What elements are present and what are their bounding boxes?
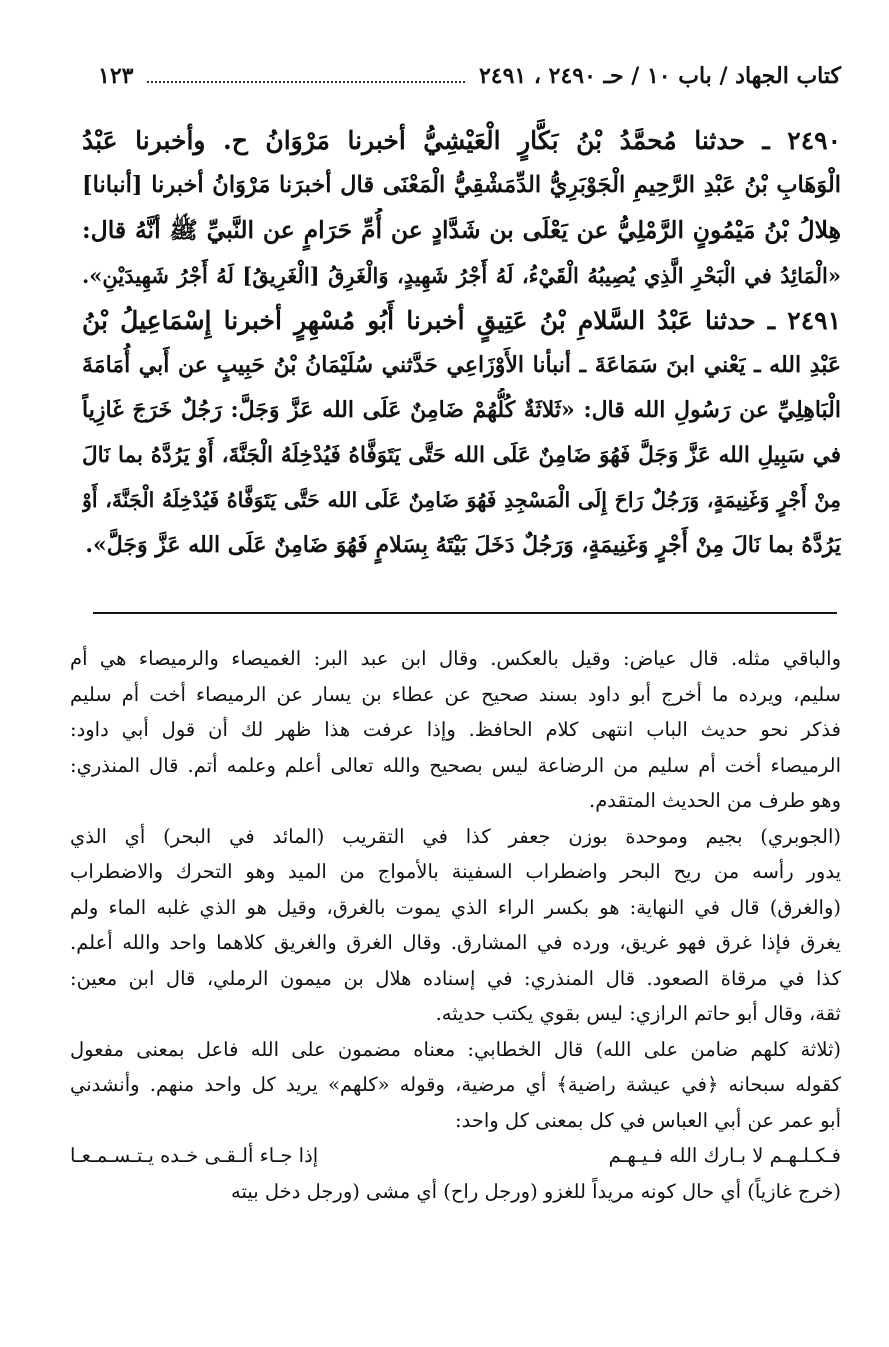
commentary-line: يدور رأسه من ريح البحر واضطراب السفينة بالأمواج من الميد وهو التحرك والاضطراب	[70, 860, 841, 883]
hadith-line: الْبَاهِلِيِّ عن رَسُولِ الله قال: «ثَلاثَةٌ كُلُّهُمْ ضَامِنٌ عَلَى الله عَزَّ وَجَلَّ: رَجُلٌ خَرَجَ غَازِياً	[82, 397, 841, 423]
commentary-line: ثقة، وقال أبو حاتم الرازي: ليس بقوي يكتب حديثه.	[435, 1002, 841, 1025]
commentary-line: (ثلاثة كلهم ضامن على الله) قال الخطابي: معناه مضمون على الله فاعل بمعنى مفعول	[70, 1037, 841, 1061]
hadith-line: يَرُدَّهُ بما نَالَ مِنْ أَجْرٍ وَغَنِيمَةٍ، وَرَجُلٌ دَخَلَ بَيْتَهُ بِسَلامٍ فَهُوَ ضَامِنٌ عَلَى الله عَزَّ وَجَلَّ».	[85, 532, 841, 558]
verse-first-hemistich: فـكـلـهـم لا بـارك الله فـيـهـم	[608, 1144, 841, 1167]
commentary-line: (والغرق) قال في النهاية: هو بكسر الراء الذي يموت بالغرق، وقيل هو الذي غلبه الماء ولم	[70, 895, 841, 919]
commentary-line: أبو عمر عن أبي العباس في كل بمعنى كل واحد:	[455, 1108, 841, 1132]
commentary-line: يغرق فإذا غرق فهو غريق، ورده في المشارق. وقال الغرق والغريق كلاهما واحد والله أعلم.	[70, 931, 841, 954]
running-title: كتاب الجهاد / باب ١٠ / حـ ٢٤٩٠ ، ٢٤٩١	[478, 63, 841, 89]
hadith-line: هِلالُ بْنُ مَيْمُونٍ الرَّمْلِيُّ عن يَعْلَى بن شَدَّادٍ عن أُمِّ حَرَامٍ عن النَّبيِّ ﷺ أنَّهُ قال:	[82, 216, 841, 244]
page-number: ١٢٣	[98, 63, 134, 89]
commentary-line: فذكر نحو حديث الباب انتهى كلام الحافظ. وإذا عرفت هذا ظهر لك أن قول أبي داود:	[70, 718, 841, 741]
commentary-line: (الجوبري) بجيم وموحدة بوزن جعفر كذا في التقريب (المائد في البحر) أي الذي	[70, 824, 841, 848]
hadith-text-block	[82, 118, 841, 568]
hadith-line: في سَبِيلِ الله عَزَّ وَجَلَّ فَهُوَ ضَامِنٌ عَلَى الله حَتَّى يَتَوَفَّاهُ فَيُدْخِلَهُ الْجَنَّةَ، أَوْ يَرُدَّهُ بما نَالَ	[82, 443, 841, 468]
poetry-verse	[70, 1138, 841, 1174]
commentary-block	[70, 641, 841, 1209]
page-header	[98, 54, 841, 98]
commentary-line: كقوله سبحانه ﴿في عيشة راضية﴾ أي مرضية، وقوله «كلهم» يريد كل واحد منهم. وأنشدني	[70, 1073, 841, 1096]
hadith-line: مِنْ أَجْرٍ وَغَنِيمَةٍ، وَرَجُلٌ رَاحَ إِلَى الْمَسْجِدِ فَهُوَ ضَامِنٌ عَلَى الله حَتَّى يَتَوَفَّاهُ فَيُدْخِلَهُ الْجَنَّةَ، أَوْ	[82, 488, 841, 512]
commentary-line: والباقي مثله. قال عياض: وقيل بالعكس. وقال ابن عبد البر: الغميصاء والرميصاء هي أم	[70, 647, 841, 670]
section-divider	[93, 612, 837, 614]
hadith-line: عَبْدِ الله ـ يَعْني ابنَ سَمَاعَةَ ـ أنبأنا الأَوْزَاعِي حَدَّثني سُلَيْمَانُ بْنُ حَبِيبٍ عن أَبي أُمَامَةَ	[82, 352, 841, 378]
hadith-line: ٢٤٩١ ـ حدثنا عَبْدُ السَّلامِ بْنُ عَتِيقٍ أخبرنا أَبُو مُسْهِرٍ أخبرنا إِسْمَاعِيلُ بْنُ	[82, 306, 841, 335]
header-dotted-leader	[147, 81, 464, 83]
hadith-line: الْوَهَابِ بْنُ عَبْدِ الرَّحِيمِ الْجَوْبَرِيُّ الدِّمَشْقِيُّ الْمَعْنَى قال أخبرَنا مَرْوَانُ أخبرنا [أنبانا]	[82, 172, 841, 198]
commentary-line: الرميصاء أخت أم سليم من الرضاعة ليس بصحيح والله تعالى أعلم وعلمه أتم. قال المنذري:	[70, 753, 841, 777]
commentary-line: سليم، ويرده ما أخرج أبو داود بسند صحيح عن عطاء بن يسار عن الرميصاء أخت أم سليم	[70, 682, 841, 706]
hadith-line: «الْمَائِدُ في الْبَحْرِ الَّذِي يُصِيبُهُ الْقَيْءُ، لَهُ أَجْرُ شَهِيدٍ، وَالْغَرِقُ [الْغَرِيقُ] لَهُ أَجْرُ شَهِيدَيْنِ».	[82, 263, 841, 288]
commentary-line: وهو طرف من الحديث المتقدم.	[589, 789, 841, 812]
commentary-final-line: (خرج غازياً) أي حال كونه مريداً للغزو (ورجل راح) أي مشى (ورجل دخل بيته	[231, 1179, 841, 1203]
commentary-line: كذا في مرقاة الصعود. قال المنذري: في إسناده هلال بن ميمون الرملي، قال ابن معين:	[70, 966, 841, 990]
verse-second-hemistich: إذا جـاء ألـقـى خـده يـتـسـمـعـا	[70, 1144, 319, 1167]
hadith-line: ٢٤٩٠ ـ حدثنا مُحمَّدُ بْنُ بَكَّارٍ الْعَيْشِيُّ أخبرنا مَرْوَانُ ح. وأخبرنا عَبْدُ	[82, 126, 841, 155]
